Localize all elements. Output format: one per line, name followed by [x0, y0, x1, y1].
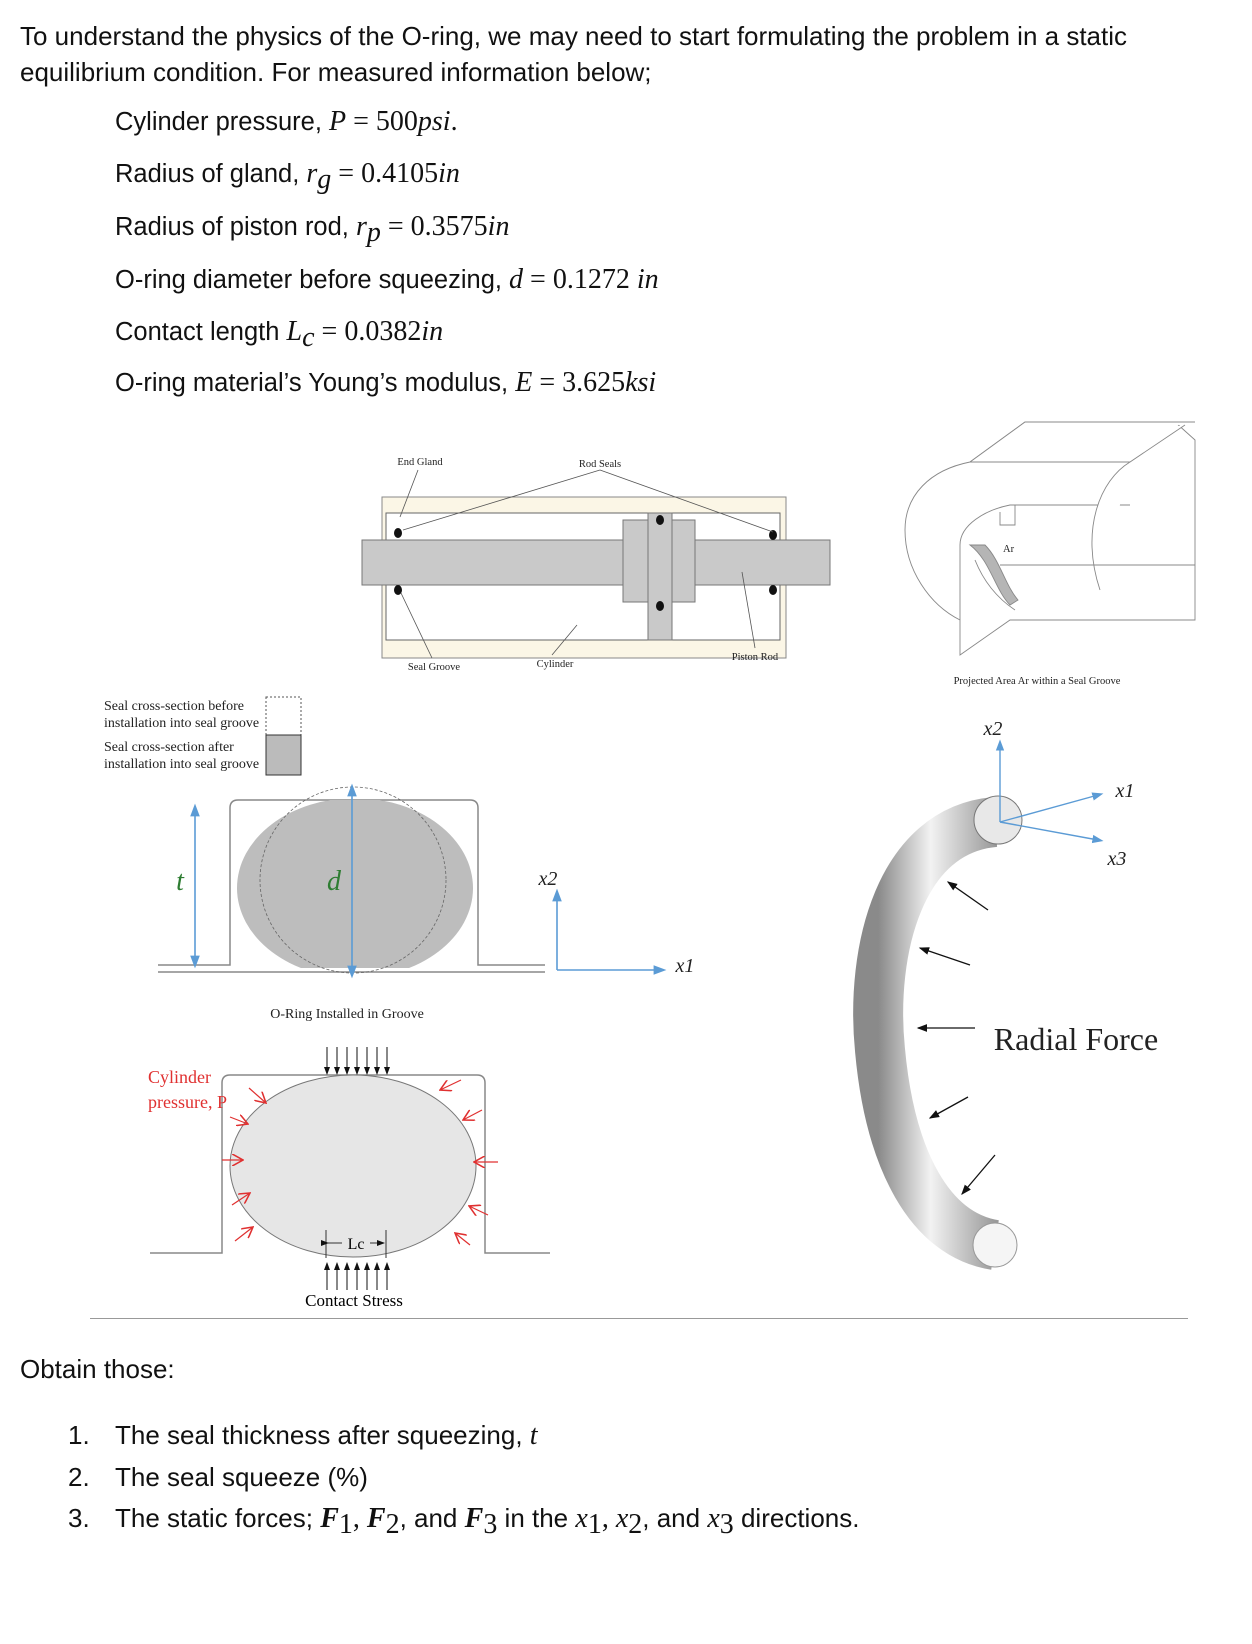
param-diameter: O-ring diameter before squeezing, d = 0.1272 in — [115, 264, 659, 295]
cylinder-pressure-diagram — [148, 1047, 550, 1310]
intro-line-1: To understand the physics of the O-ring, we may need to start formulating the problem in a static — [20, 21, 1128, 51]
label-projected-area: Projected Area Ar within a Seal Groove — [953, 676, 1121, 687]
label-radial-force: Radial Force — [993, 1021, 1159, 1057]
label-t: t — [176, 866, 184, 897]
oring-torus-diagram — [878, 718, 1158, 1267]
label-end-gland: End Gland — [397, 457, 443, 468]
label-d: d — [327, 866, 341, 897]
question-2: 2. The seal squeeze (%) — [68, 1462, 368, 1492]
divider — [90, 1318, 1188, 1319]
cross-section-legend — [104, 697, 301, 775]
param-gland-radius: Radius of gland, $r_g = 0.4105in$ — [115, 158, 460, 196]
label-cylinder: Cylinder — [536, 659, 574, 670]
svg-text:installation into seal groove: installation into seal groove — [104, 757, 260, 772]
caption-oring-installed: O-Ring Installed in Groove — [270, 1007, 424, 1022]
param-pressure: Cylinder pressure, P = 500psi. — [115, 106, 458, 137]
question-3: 3. The static forces; $F_1$, $F_2$, and $F_3$ in the $x_1$, $x_2$, and $x_3$ directions. — [68, 1503, 860, 1541]
radial-force-arrows — [918, 882, 995, 1194]
axis-x2: x2 — [538, 868, 558, 890]
label-lc: Lc — [347, 1236, 365, 1253]
param-youngs-modulus: O-ring material’s Young’s modulus, E = 3.625ksi — [115, 367, 657, 398]
label-contact-stress: Contact Stress — [305, 1291, 403, 1310]
seal-groove-cutaway — [905, 422, 1195, 687]
svg-text:Seal cross-section before: Seal cross-section before — [104, 699, 244, 714]
hydraulic-cylinder-diagram — [362, 457, 830, 673]
label-piston-rod: Piston Rod — [731, 652, 779, 663]
intro-line-2: equilibrium condition. For measured information below; — [20, 57, 652, 87]
question-1: 1. The seal thickness after squeezing, t — [68, 1420, 538, 1451]
param-rod-radius: Radius of piston rod, $r_p = 0.3575in$ — [115, 211, 510, 249]
label-cylinder-pressure-1: Cylinder — [148, 1067, 211, 1087]
svg-text:Seal cross-section after: Seal cross-section after — [104, 740, 234, 755]
svg-text:installation into seal groove: installation into seal groove — [104, 716, 260, 731]
axis-x1: x1 — [675, 955, 695, 977]
label-cylinder-pressure-2: pressure, P — [148, 1092, 227, 1112]
torus-axis-x3: x3 — [1107, 848, 1127, 870]
obtain-heading: Obtain those: — [20, 1354, 175, 1384]
label-rod-seals: Rod Seals — [578, 459, 622, 470]
param-contact-length: Contact length $L_c = 0.0382in$ — [115, 316, 444, 354]
label-ar: Ar — [1003, 544, 1015, 555]
torus-axis-x1: x1 — [1115, 780, 1135, 802]
torus-axis-x2: x2 — [983, 718, 1003, 740]
oring-installed-diagram — [158, 787, 694, 1022]
label-seal-groove: Seal Groove — [407, 662, 461, 673]
